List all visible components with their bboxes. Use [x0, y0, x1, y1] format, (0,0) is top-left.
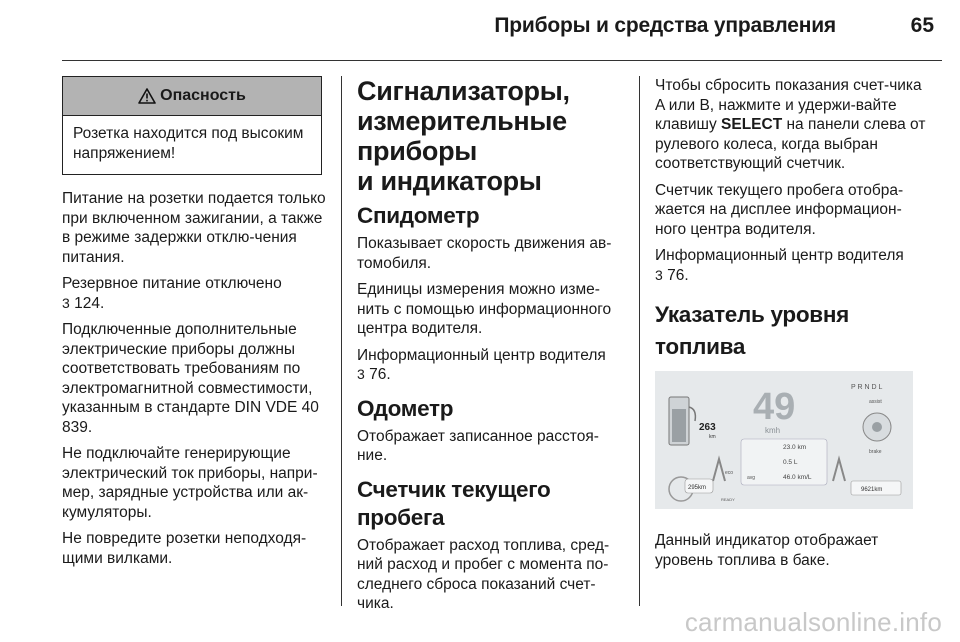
paragraph-reserve	[62, 274, 330, 313]
page-number: 65	[910, 14, 934, 37]
svg-text:kmh: kmh	[765, 426, 781, 435]
svg-text:brake: brake	[869, 449, 882, 455]
reserve-text: Резервное питание отключено	[62, 275, 282, 292]
dic-ref[interactable]: 76.	[369, 366, 391, 383]
danger-box	[62, 76, 322, 175]
fuel-used: 0.5 L	[783, 459, 798, 466]
gear-indicator: P R N D L	[851, 384, 883, 391]
column-divider-1	[341, 76, 342, 606]
paragraph: Питание на розетки подается только при включенном зажигании, а также в режиме задержки отклю-чения питания.	[62, 190, 326, 266]
svg-text:assist: assist	[869, 399, 882, 405]
paragraph-reset: Чтобы сбросить показания счет-чика A или B, нажмите и удержи-вайте клавишу SELECT на панели слева от рулевого колеса, когда выбран соответствующий счетчик.	[655, 77, 926, 172]
svg-text:km: km	[709, 434, 716, 440]
paragraph: Подключенные дополнительные электрические приборы должны соответствовать требованиям по электромагнитной совместимости, указанным в стандарте DIN VDE 40 839.	[62, 321, 319, 436]
paragraph: Счетчик текущего пробега отобра-жается на дисплее информацион-ного центра водителя.	[655, 181, 904, 238]
watermark: carmanualsonline.info	[684, 607, 942, 637]
fuel-heading: Указатель уровня топлива	[655, 302, 849, 359]
paragraph-dic-ref: Информационный центр водителя 3 76.	[655, 247, 904, 284]
middle-column	[357, 76, 629, 621]
dic-ref[interactable]: 76.	[667, 266, 689, 284]
avg-consumption: 46.0 km/L	[783, 474, 812, 481]
column-divider-2	[639, 76, 640, 606]
svg-text:avg: avg	[747, 475, 756, 481]
paragraph: Данный индикатор отображает уровень топлива в баке.	[655, 532, 879, 569]
paragraph: Отображает записанное расстоя-ние.	[357, 427, 599, 464]
arrow-ref-icon: 3	[655, 266, 663, 283]
odometer-heading: Одометр	[357, 395, 454, 421]
section-heading: Сигнализаторы, измерительные приборы и индикаторы	[357, 76, 570, 196]
paragraph: Не подключайте генерирующие электрический ток приборы, напри-мер, зарядные устройства или ак-кумуляторы.	[62, 445, 318, 521]
left-column	[62, 76, 330, 575]
svg-text:READY: READY	[721, 497, 735, 502]
speedometer-heading: Спидометр	[357, 203, 480, 228]
reserve-ref[interactable]: 124.	[74, 294, 105, 312]
paragraph: Показывает скорость движения ав-томобиля.	[357, 235, 612, 272]
right-column	[655, 76, 927, 577]
danger-text: Розетка находится под высоким напряжением!	[73, 125, 304, 162]
paragraph: Не повредите розетки неподходя-щими вилками.	[62, 530, 307, 567]
paragraph: Единицы измерения можно изме-нить с помощью информационного центра водителя.	[357, 281, 612, 337]
paragraph-dic-ref: Информационный центр водителя 3 76.	[357, 346, 606, 383]
page-title: Приборы и средства управления	[494, 14, 836, 37]
warning-icon	[138, 88, 156, 104]
svg-text:eco: eco	[725, 470, 734, 476]
paragraph: Отображает расход топлива, сред-ний расход и пробег с момента по-следнего сброса показаний счет-чика.	[357, 536, 610, 612]
instrument-cluster-image	[655, 371, 913, 509]
trip-heading: Счетчик текущего пробега	[357, 476, 551, 530]
select-key: SELECT	[721, 116, 783, 133]
odometer-readout: 9621km	[861, 487, 883, 493]
danger-title: Опасность	[160, 87, 246, 105]
header-divider	[62, 60, 942, 61]
speed-readout: 49	[753, 386, 796, 428]
fuel-range: 263	[699, 422, 716, 433]
danger-header	[63, 77, 321, 116]
trip-distance: 23.0 km	[783, 444, 807, 451]
arrow-ref-icon: 3	[62, 294, 70, 311]
arrow-ref-icon: 3	[357, 366, 365, 382]
ev-range: 295km	[688, 485, 707, 491]
